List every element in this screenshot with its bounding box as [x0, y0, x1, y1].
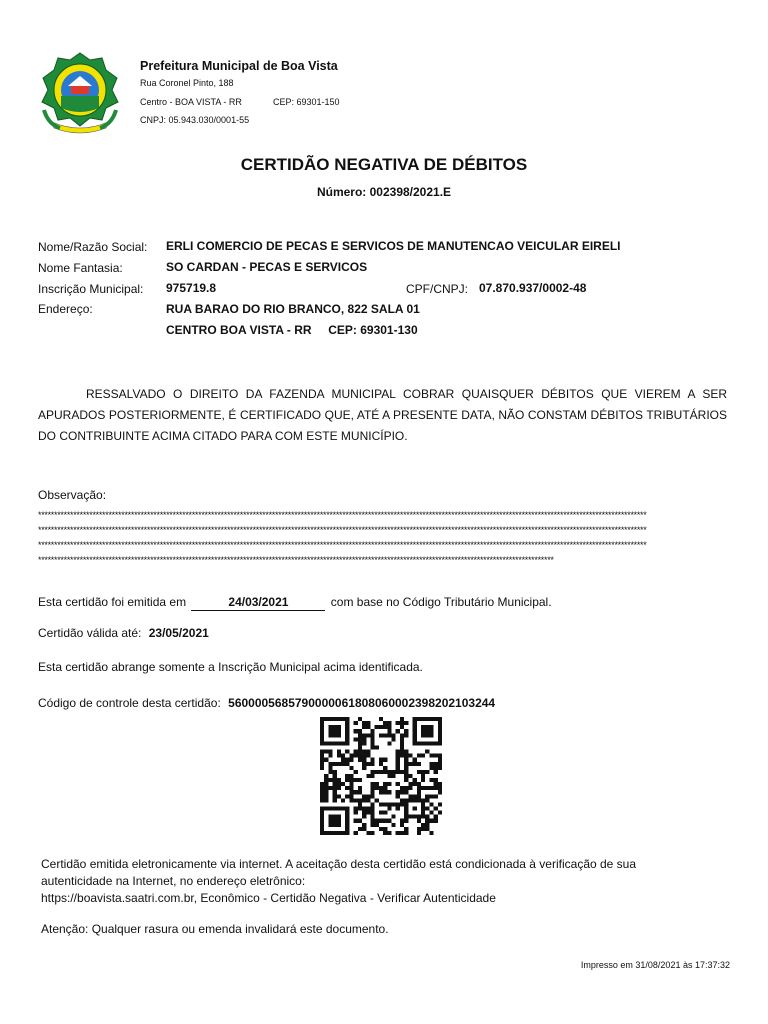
nome-label: Nome/Razão Social:	[38, 240, 148, 254]
printed-timestamp: Impresso em 31/08/2021 às 17:37:32	[580, 960, 730, 970]
org-cep: CEP: 69301-150	[273, 97, 340, 107]
certification-text: RESSALVADO O DIREITO DA FAZENDA MUNICIPAL COBRAR QUAISQUER DÉBITOS QUE VIEREM A SER APURADOS POSTERIORMENTE, É CERTIFICADO QUE, ATÉ A PRESENTE DATA, NÃO CONSTAM DÉBITOS TRIBUTÁRIOS DO CONTRIBUINTE ACIMA CITADO PARA COM ESTE MUNICÍPIO.	[38, 387, 727, 443]
qr-code	[320, 717, 442, 835]
endereco-line1: RUA BARAO DO RIO BRANCO, 822 SALA 01	[166, 302, 420, 316]
footer-line-2: autenticidade na Internet, no endereço eletrônico:	[41, 874, 306, 888]
attention-text: Atenção: Qualquer rasura ou emenda invalidará este documento.	[41, 922, 389, 936]
document-title: CERTIDÃO NEGATIVA DE DÉBITOS	[240, 155, 528, 174]
nome-value: ERLI COMERCIO DE PECAS E SERVICOS DE MANUTENCAO VEICULAR EIRELI	[166, 239, 621, 253]
endereco-line2: CENTRO BOA VISTA - RR CEP: 69301-130	[166, 323, 418, 337]
observacao-line-2: **********************************************************************************************************************************************************************************************	[38, 525, 647, 535]
document-number: Número: 002398/2021.E	[316, 185, 452, 199]
observacao-line-1: **********************************************************************************************************************************************************************************************	[38, 510, 647, 520]
emitida-prefix: Esta certidão foi emitida em	[38, 595, 187, 609]
org-address: Rua Coronel Pinto, 188	[140, 78, 234, 88]
emitida-suffix: com base no Código Tributário Municipal.	[330, 595, 552, 609]
cpf-label: CPF/CNPJ:	[406, 282, 469, 296]
footer-line-3[interactable]: https://boavista.saatri.com.br, Econômico - Certidão Negativa - Verificar Autenticidade	[41, 891, 496, 905]
coat-of-arms-logo	[38, 50, 122, 134]
valida-label: Certidão válida até:	[38, 626, 142, 640]
footer-line-1: Certidão emitida eletronicamente via internet. A aceitação desta certidão está condicionada à verificação de sua	[41, 857, 637, 871]
fantasia-label: Nome Fantasia:	[38, 261, 123, 275]
observacao-label: Observação:	[38, 488, 107, 502]
observacao-line-3: **********************************************************************************************************************************************************************************************	[38, 540, 647, 550]
emitida-date: 24/03/2021	[191, 596, 325, 611]
footer-notice	[41, 856, 741, 907]
inscricao-label: Inscrição Municipal:	[38, 282, 144, 296]
org-name: Prefeitura Municipal de Boa Vista	[140, 59, 338, 73]
fantasia-value: SO CARDAN - PECAS E SERVICOS	[166, 260, 368, 274]
emitida-line	[38, 595, 552, 611]
valida-line	[38, 626, 209, 640]
observacao-line-4: *****************************************************************************************************************************************************************	[38, 555, 554, 565]
org-city: Centro - BOA VISTA - RR	[140, 97, 242, 107]
codigo-value: 56000056857900000618080600023982021032​44	[228, 696, 496, 710]
codigo-line	[38, 696, 495, 710]
valida-date: 23/05/2021	[148, 626, 209, 640]
org-cnpj: CNPJ: 05.943.030/0001-55	[140, 115, 250, 125]
endereco-label: Endereço:	[38, 302, 93, 316]
codigo-label: Código de controle desta certidão:	[38, 696, 221, 710]
inscricao-value: 975719.8	[166, 281, 217, 295]
abrange-text: Esta certidão abrange somente a Inscrição Municipal acima identificada.	[38, 660, 423, 674]
cpf-value: 07.870.937/0002-48	[479, 281, 587, 295]
